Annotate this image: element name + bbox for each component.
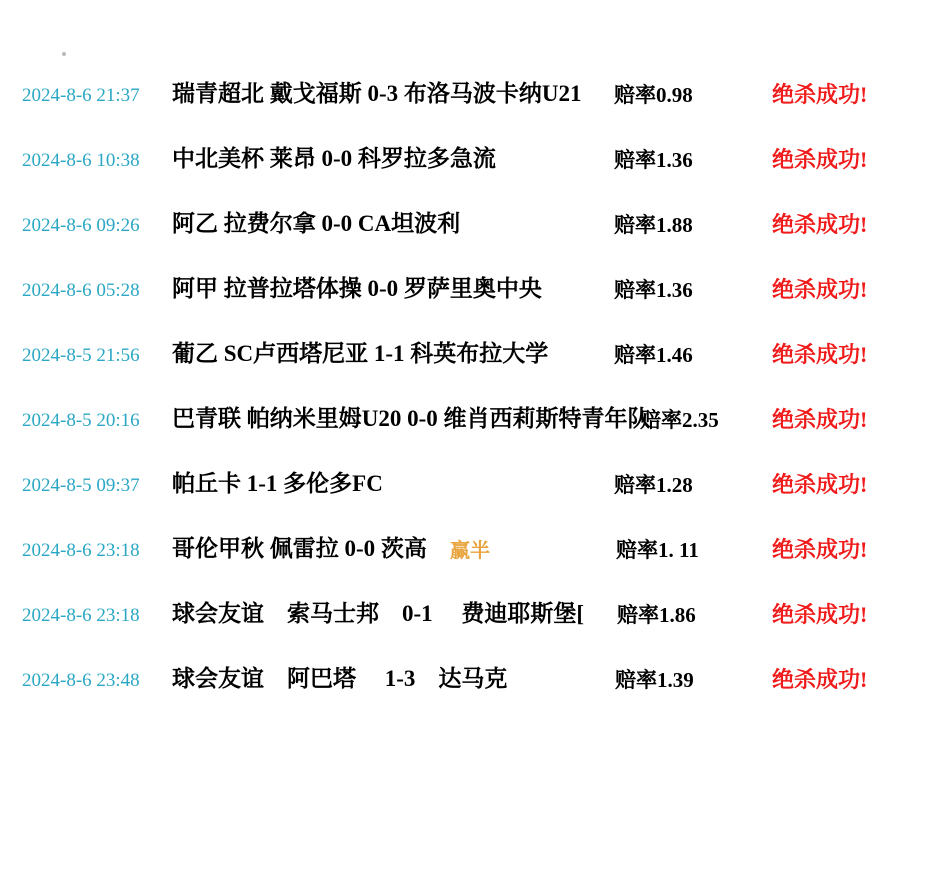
match-result-row bbox=[0, 460, 946, 525]
match-description: 球会友谊 索马士邦 0-1 费迪耶斯堡[ bbox=[172, 601, 585, 626]
match-datetime: 2024-8-6 23:48 bbox=[22, 670, 140, 691]
match-result-row bbox=[0, 525, 946, 590]
match-description: 哥伦甲秋 佩雷拉 0-0 茨高 bbox=[172, 536, 427, 561]
match-result-row bbox=[0, 135, 946, 200]
match-result-status: 绝杀成功! bbox=[772, 342, 868, 367]
match-description: 葡乙 SC卢西塔尼亚 1-1 科英布拉大学 bbox=[172, 341, 549, 366]
match-datetime: 2024-8-5 20:16 bbox=[22, 410, 140, 431]
match-datetime: 2024-8-5 09:37 bbox=[22, 475, 140, 496]
match-result-row bbox=[0, 655, 946, 720]
match-description: 瑞青超北 戴戈福斯 0-3 布洛马波卡纳U21 bbox=[172, 81, 582, 106]
match-result-status: 绝杀成功! bbox=[772, 82, 868, 107]
match-result-status: 绝杀成功! bbox=[772, 212, 868, 237]
match-odds: 赔率1.46 bbox=[614, 343, 693, 367]
match-result-status: 绝杀成功! bbox=[772, 407, 868, 432]
page-marker-dot bbox=[62, 52, 66, 56]
match-datetime: 2024-8-6 23:18 bbox=[22, 605, 140, 626]
match-odds: 赔率2.35 bbox=[640, 408, 719, 432]
match-result-row bbox=[0, 590, 946, 655]
match-result-status: 绝杀成功! bbox=[772, 602, 868, 627]
match-result-row bbox=[0, 395, 946, 460]
match-result-row bbox=[0, 265, 946, 330]
match-odds: 赔率1.86 bbox=[617, 603, 696, 627]
match-result-row bbox=[0, 200, 946, 265]
match-results-list bbox=[0, 70, 946, 720]
match-odds: 赔率1.88 bbox=[614, 213, 693, 237]
match-result-row bbox=[0, 70, 946, 135]
match-description: 阿甲 拉普拉塔体操 0-0 罗萨里奥中央 bbox=[172, 276, 542, 301]
match-datetime: 2024-8-5 21:56 bbox=[22, 345, 140, 366]
match-datetime: 2024-8-6 23:18 bbox=[22, 540, 140, 561]
match-datetime: 2024-8-6 21:37 bbox=[22, 85, 140, 106]
match-odds: 赔率1.36 bbox=[614, 278, 693, 302]
match-odds: 赔率0.98 bbox=[614, 83, 693, 107]
match-note-badge: 赢半 bbox=[450, 540, 490, 562]
match-datetime: 2024-8-6 09:26 bbox=[22, 215, 140, 236]
match-result-status: 绝杀成功! bbox=[772, 537, 868, 562]
match-result-status: 绝杀成功! bbox=[772, 147, 868, 172]
match-odds: 赔率1. 11 bbox=[616, 538, 699, 562]
match-result-status: 绝杀成功! bbox=[772, 667, 868, 692]
match-description: 帕丘卡 1-1 多伦多FC bbox=[172, 471, 383, 496]
match-result-status: 绝杀成功! bbox=[772, 277, 868, 302]
match-description: 阿乙 拉费尔拿 0-0 CA坦波利 bbox=[172, 211, 461, 236]
match-result-status: 绝杀成功! bbox=[772, 472, 868, 497]
match-odds: 赔率1.39 bbox=[615, 668, 694, 692]
match-odds: 赔率1.36 bbox=[614, 148, 693, 172]
match-description: 球会友谊 阿巴塔 1-3 达马克 bbox=[172, 666, 508, 691]
match-description: 巴青联 帕纳米里姆U20 0-0 维肖西莉斯特青年队 bbox=[172, 406, 651, 431]
match-odds: 赔率1.28 bbox=[614, 473, 693, 497]
match-datetime: 2024-8-6 05:28 bbox=[22, 280, 140, 301]
match-datetime: 2024-8-6 10:38 bbox=[22, 150, 140, 171]
match-description: 中北美杯 莱昂 0-0 科罗拉多急流 bbox=[172, 146, 496, 171]
match-result-row bbox=[0, 330, 946, 395]
